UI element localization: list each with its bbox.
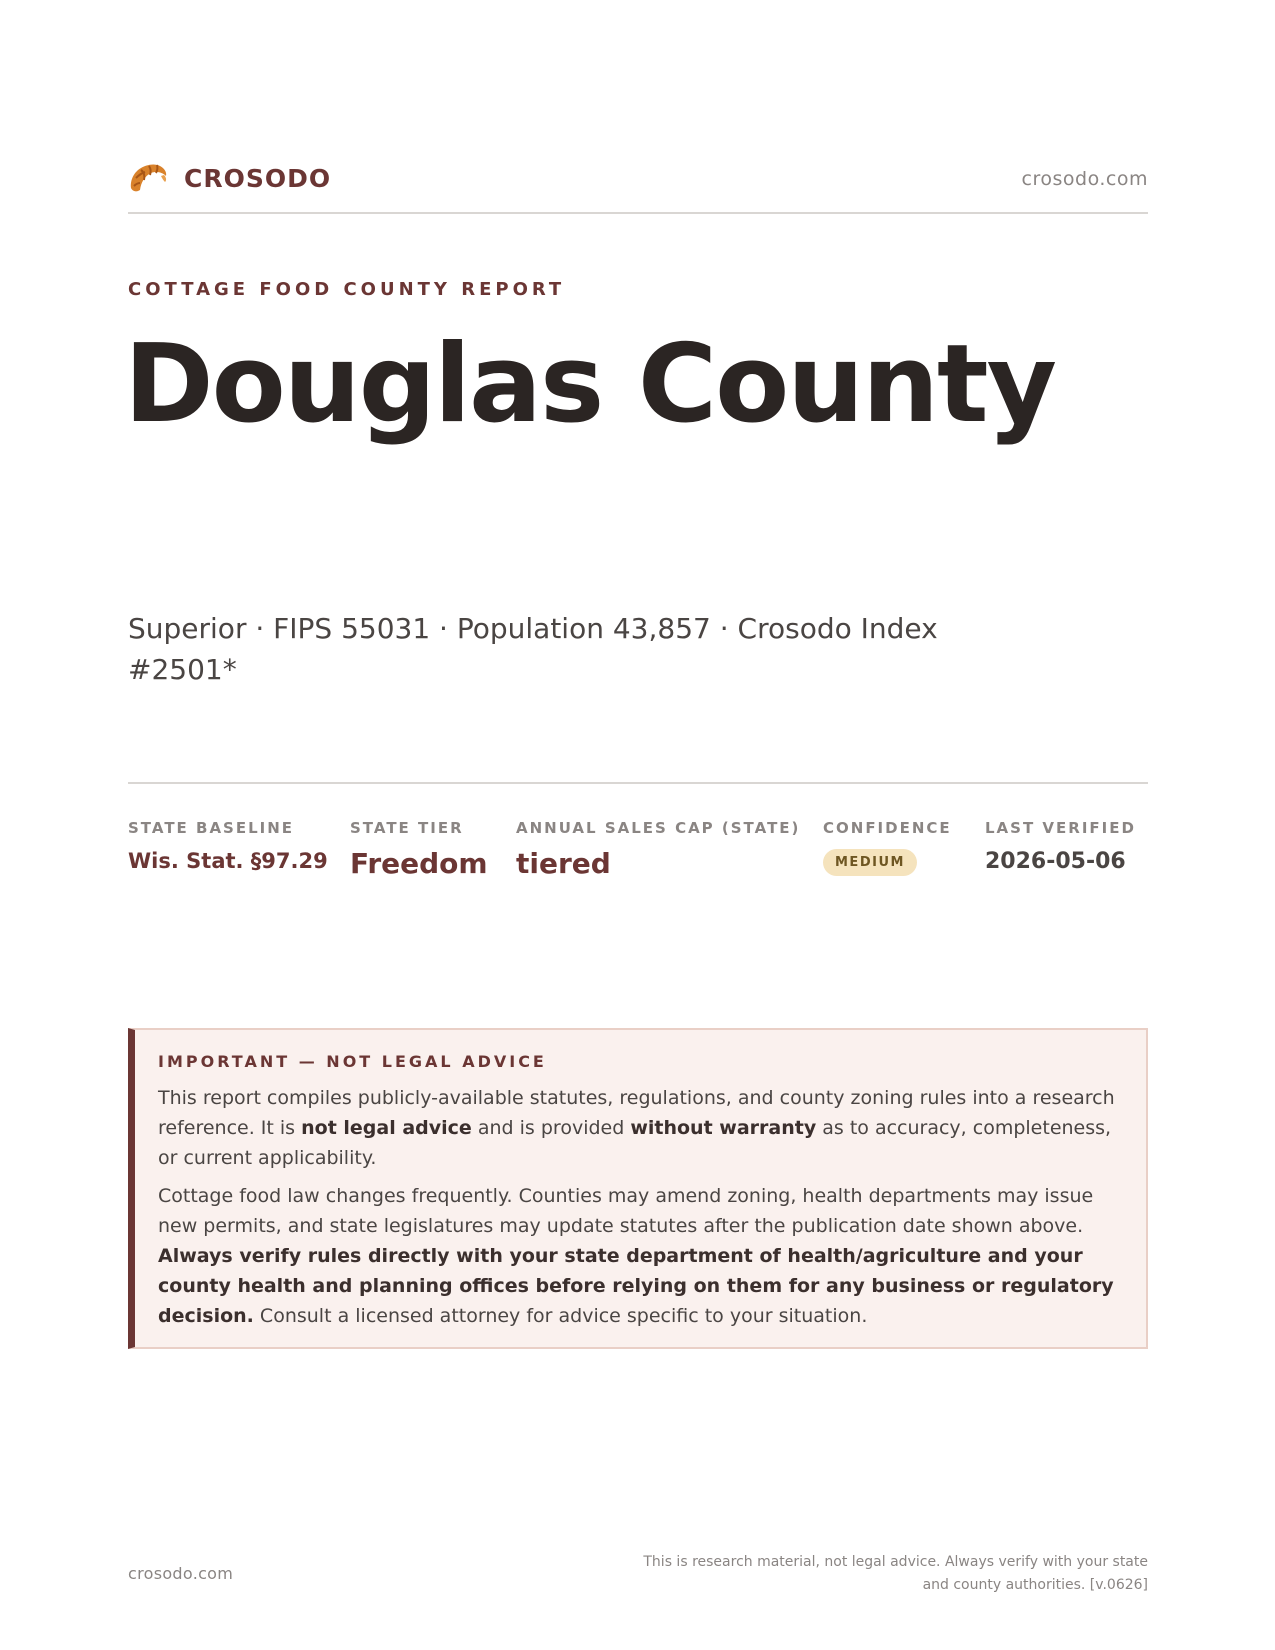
notice-emphasis: Always verify rules directly with your state department of health/agriculture and your county health and planning offices before relying on them for any business or regulatory decision. (158, 1245, 1114, 1327)
header-domain-link[interactable]: crosodo.com (1021, 168, 1148, 190)
stat-label: ANNUAL SALES CAP (STATE) (516, 819, 801, 837)
stat-value: Wis. Stat. §97.29 (128, 849, 328, 873)
notice-text: Cottage food law changes frequently. Counties may amend zoning, health departments may issue new permits, and state legislatures may update statutes after the publication date shown above. (158, 1185, 1094, 1237)
report-eyebrow: COTTAGE FOOD COUNTY REPORT (128, 279, 566, 300)
footer-domain-link[interactable]: crosodo.com (128, 1564, 234, 1583)
stat-value: tiered (516, 847, 611, 880)
stat-state-tier (350, 819, 488, 880)
footer-disclaimer-line: This is research material, not legal advice. Always verify with your state (643, 1554, 1148, 1570)
brand-name: CROSODO (184, 163, 332, 193)
notice-text: and is provided (471, 1117, 631, 1139)
report-page (124, 0, 1148, 1650)
notice-title: IMPORTANT — NOT LEGAL ADVICE (158, 1052, 547, 1071)
notice-paragraph-1 (158, 1083, 1120, 1173)
footer-disclaimer-line: and county authorities. [v.0626] (922, 1577, 1148, 1593)
notice-emphasis: without warranty (630, 1117, 817, 1139)
stat-label: STATE BASELINE (128, 819, 295, 837)
stat-label: STATE TIER (350, 819, 464, 837)
footer-disclaimer (588, 1551, 1148, 1597)
stat-state-baseline (128, 819, 328, 873)
stat-label: CONFIDENCE (823, 819, 952, 837)
brand[interactable] (128, 158, 331, 198)
report-subtitle: Superior · FIPS 55031 · Population 43,857 · Crosodo Index #2501* (128, 612, 938, 686)
notice-paragraph-2 (158, 1181, 1120, 1331)
legal-notice-box (128, 1028, 1148, 1349)
notice-text: Consult a licensed attorney for advice specific to your situation. (253, 1305, 868, 1327)
stat-value: 2026-05-06 (985, 849, 1126, 874)
page-header (128, 158, 1148, 214)
stat-confidence (823, 819, 952, 876)
stat-annual-sales-cap (516, 819, 800, 880)
page-title: Douglas County (124, 322, 1056, 447)
notice-text: as to accuracy, completeness, or current applicability. (158, 1117, 1112, 1169)
notice-emphasis: not legal advice (301, 1117, 472, 1139)
confidence-badge: MEDIUM (823, 849, 917, 876)
croissant-icon (128, 158, 170, 198)
stat-value: Freedom (350, 847, 488, 880)
stat-label: LAST VERIFIED (985, 819, 1136, 837)
section-divider (128, 782, 1148, 784)
notice-text: This report compiles publicly-available statutes, regulations, and county zoning rules into a research reference. It is (158, 1087, 1115, 1139)
stat-last-verified (985, 819, 1136, 874)
